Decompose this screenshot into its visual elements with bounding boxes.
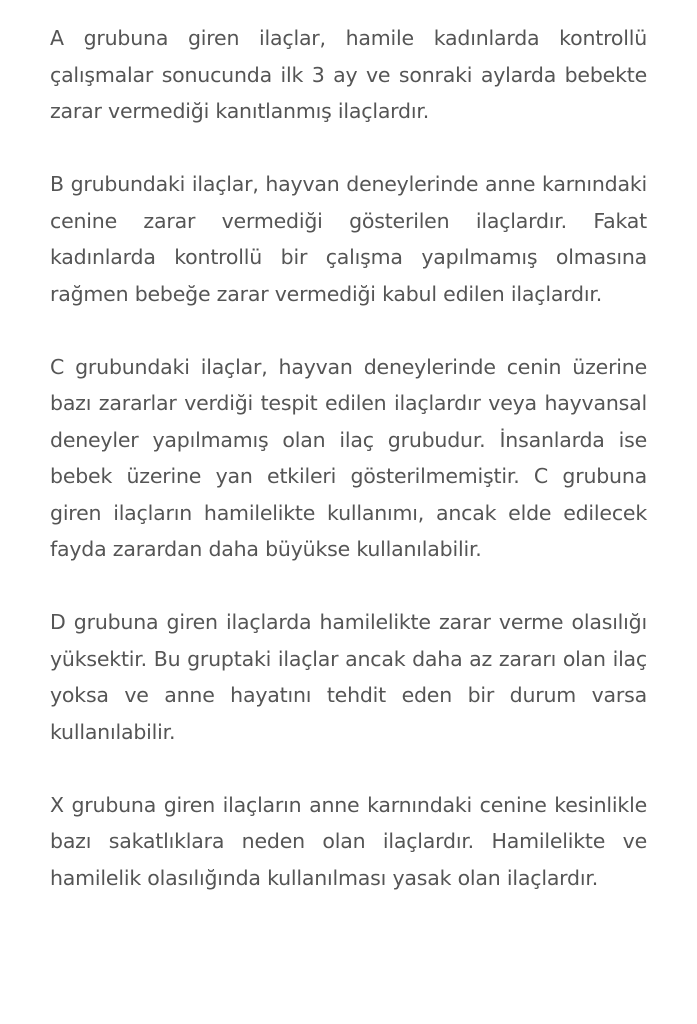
paragraph-group-c: C grubundaki ilaçlar, hayvan deneylerinde cenin üzerine bazı zararlar verdiği tespit edilen ilaçlardır veya hayvansal deneyler yapılmamış olan ilaç grubudur. İnsanlarda ise bebek üzerine yan etkileri gösterilmemiştir. C grubuna giren ilaçların hamilelikte kullanımı, ancak elde edilecek fayda zarardan daha büyükse kullanılabilir. — [50, 354, 647, 561]
article-body — [50, 20, 647, 896]
paragraph-group-a: A grubuna giren ilaçlar, hamile kadınlarda kontrollü çalışmalar sonucunda ilk 3 ay ve sonraki aylarda bebekte zarar vermediği kanıtlanmış ilaçlardır. — [50, 26, 647, 123]
paragraph-group-d: D grubuna giren ilaçlarda hamilelikte zarar verme olasılığı yüksektir. Bu gruptaki ilaçlar ancak daha az zararı olan ilaç yoksa ve anne hayatını tehdit eden bir durum varsa kullanılabilir. — [50, 610, 647, 744]
paragraph-group-x: X grubuna giren ilaçların anne karnındaki cenine kesinlikle bazı sakatlıklara neden olan ilaçlardır. Hamilelikte ve hamilelik olasılığında kullanılması yasak olan ilaçlardır. — [50, 792, 647, 890]
paragraph-group-b: B grubundaki ilaçlar, hayvan deneylerinde anne karnındaki cenine zarar vermediği gösterilen ilaçlardır. Fakat kadınlarda kontrollü bir çalışma yapılmamış olmasına rağmen bebeğe zarar vermediği kabul edilen ilaçlardır. — [50, 172, 647, 306]
